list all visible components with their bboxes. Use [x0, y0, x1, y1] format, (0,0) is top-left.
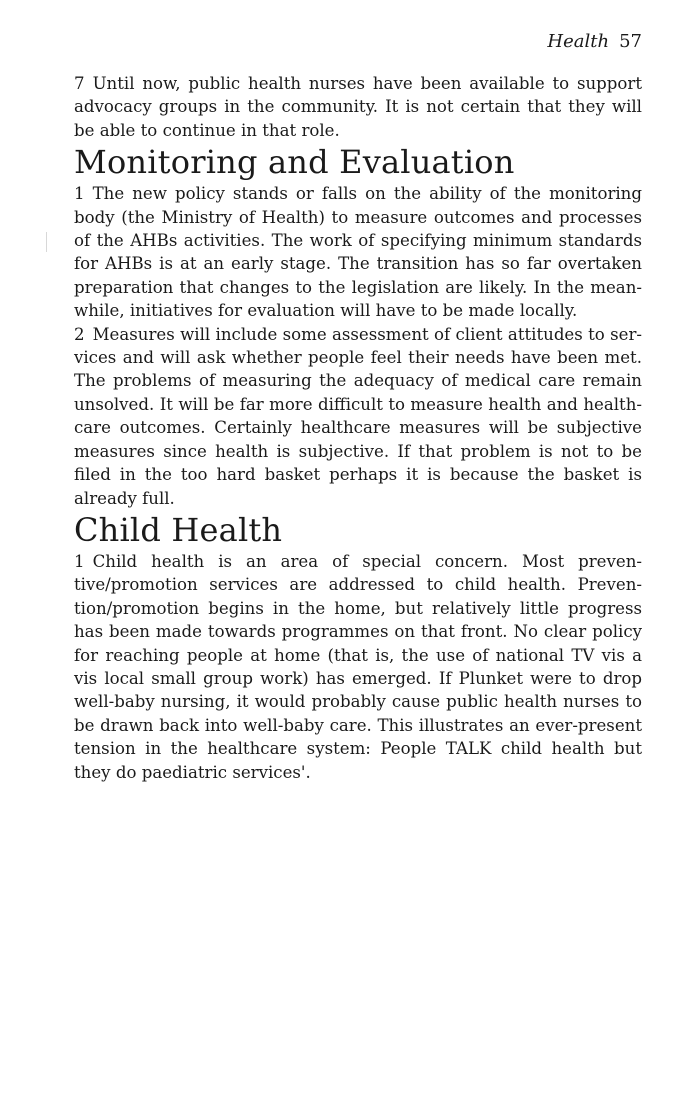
book-page	[74, 30, 642, 784]
paragraph-text: Measures will include some assessment of client attitudes to services and will ask whether people feel their needs have been met. The problems of measuring the adequacy of medical care remain unsolved. It will be far more difficult to measure health and health-care outcomes. Certainly healthcare measures will be subjective measures since health is subjective. If that problem is not to be filed in the too hard basket perhaps it is because the basket is already full.	[74, 324, 642, 508]
paragraph-text: Child health is an area of special concern. Most preventive/promotion services are addressed to child health. Prevention/promotion begins in the home, but relatively little progress has been made towards programmes on that front. No clear policy for reaching people at home (that is, the use of national TV vis a vis local small group work) has emerged. If Plunket were to drop well-baby nursing, it would probably cause public health nurses to be drawn back into well-baby care. This illustrates an ever-present tension in the healthcare system: People TALK child health but they do paediatric services'.	[74, 551, 642, 782]
paragraph-text: Until now, public health nurses have been available to support advocacy groups in the community. It is not certain that they will be able to continue in that role.	[74, 74, 642, 140]
paragraph-number: 2	[74, 324, 85, 344]
paragraph-text: The new policy stands or falls on the ability of the monitoring body (the Ministry of Health) to measure outcomes and processes of the AHBs activities. The work of specifying minimum standards for AHBs is at an early stage. The transition has so far overtaken preparation that changes to the legislation are likely. In the meanwhile, initiatives for evaluation will have to be made locally.	[74, 184, 642, 321]
paragraph-number: 1	[74, 551, 85, 571]
monitoring-paragraph-2	[74, 323, 642, 510]
section-heading-monitoring: Monitoring and Evaluation	[74, 143, 515, 182]
running-head-section: Health	[547, 31, 610, 52]
monitoring-paragraph-1	[74, 182, 642, 322]
section-heading-child-health: Child Health	[74, 510, 283, 549]
running-head	[74, 30, 642, 54]
paragraph-number: 7	[74, 74, 85, 93]
child-health-paragraph-1	[74, 550, 642, 784]
intro-paragraph	[74, 72, 642, 142]
page-number: 57	[619, 31, 642, 52]
paragraph-number: 1	[74, 184, 85, 204]
margin-mark	[46, 232, 47, 252]
